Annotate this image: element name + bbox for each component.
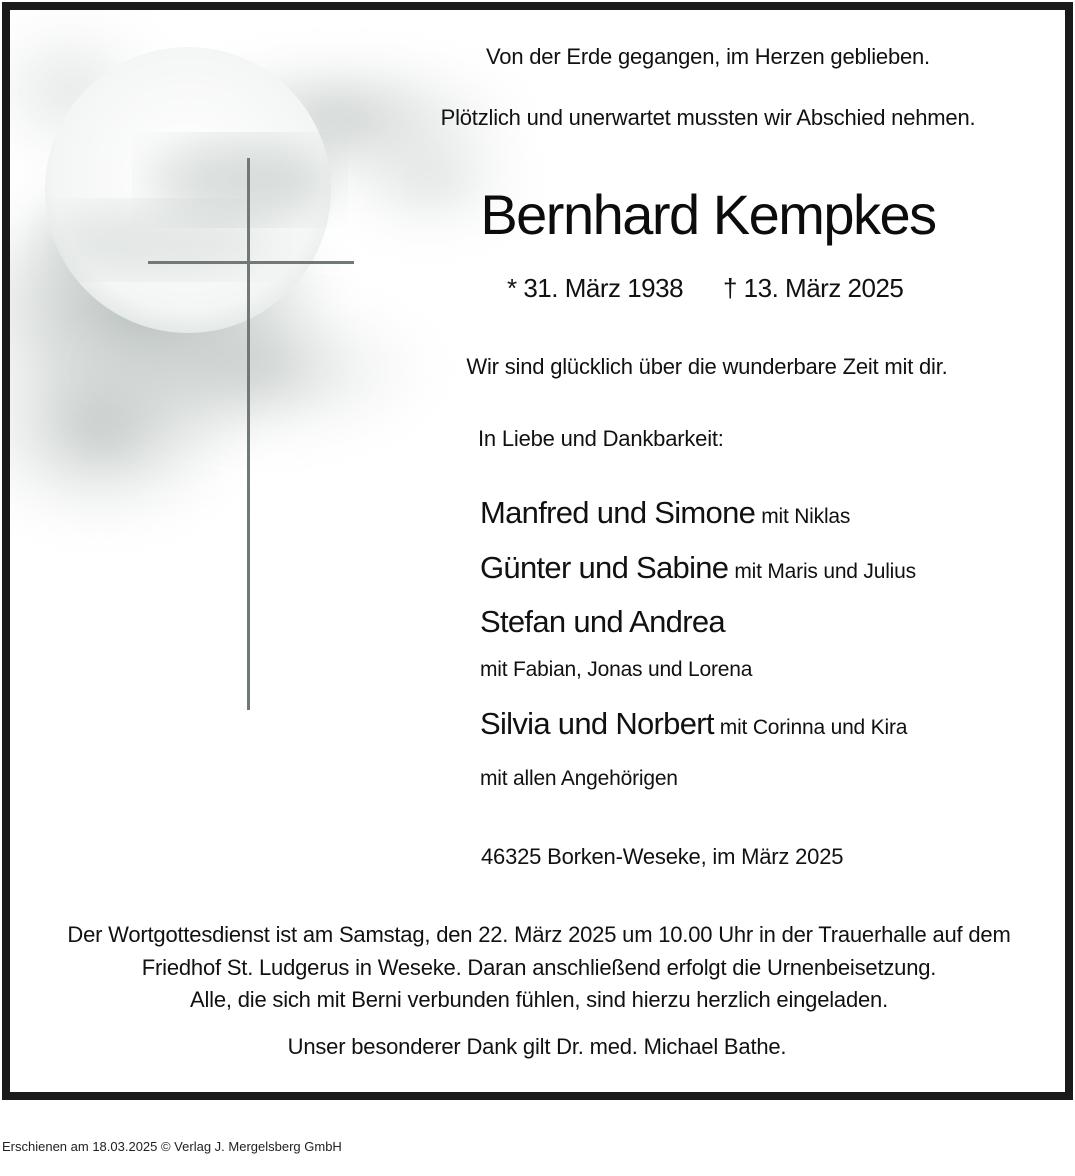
- thanks-line: Unser besonderer Dank gilt Dr. med. Michael Bathe.: [287, 1034, 787, 1059]
- family-children: mit Corinna und Kira: [719, 716, 908, 739]
- love-line: In Liebe und Dankbarkeit:: [478, 426, 724, 451]
- family-names: Manfred und Simone: [480, 495, 756, 530]
- family-names: Günter und Sabine: [480, 550, 729, 585]
- family-entry-1: [480, 495, 850, 531]
- relatives-line: [480, 767, 678, 791]
- family-entry-3: [480, 604, 725, 640]
- service-line-1: Der Wortgottesdienst ist am Samstag, den 22. März 2025 um 10.00 Uhr in der Trauerhalle auf dem: [67, 922, 1011, 947]
- opening-line-2: Plötzlich und unerwartet mussten wir Abschied nehmen.: [440, 105, 976, 130]
- service-line-2: Friedhof St. Ludgerus in Weseke. Daran anschließend erfolgt die Urnenbeisetzung.: [141, 955, 937, 980]
- family-children: mit Niklas: [761, 505, 851, 528]
- family-names: Stefan und Andrea: [480, 604, 725, 639]
- family-entry-2: [480, 550, 916, 586]
- relatives-text: mit allen Angehörigen: [480, 767, 678, 790]
- family-children: mit Fabian, Jonas und Lorena: [480, 658, 753, 681]
- publication-credit: Erschienen am 18.03.2025 © Verlag J. Mergelsberg GmbH: [2, 1139, 342, 1154]
- family-names: Silvia und Norbert: [480, 706, 714, 741]
- gratitude-line: Wir sind glücklich über die wunderbare Zeit mit dir.: [466, 354, 948, 379]
- opening-line-1: Von der Erde gegangen, im Herzen geblieben.: [486, 44, 930, 69]
- service-line-3: Alle, die sich mit Berni verbunden fühlen, sind hierzu herzlich eingeladen.: [190, 987, 888, 1012]
- family-children: mit Maris und Julius: [734, 560, 916, 583]
- family-entry-4: [480, 706, 907, 742]
- sun-disc: [45, 47, 331, 333]
- family-entry-3-children: [480, 658, 752, 682]
- birth-date: * 31. März 1938: [507, 273, 684, 303]
- obituary-frame: [2, 2, 1073, 1100]
- deceased-name: Bernhard Kempkes: [480, 183, 936, 246]
- place-date: 46325 Borken-Weseke, im März 2025: [481, 844, 844, 869]
- death-date: † 13. März 2025: [723, 273, 904, 303]
